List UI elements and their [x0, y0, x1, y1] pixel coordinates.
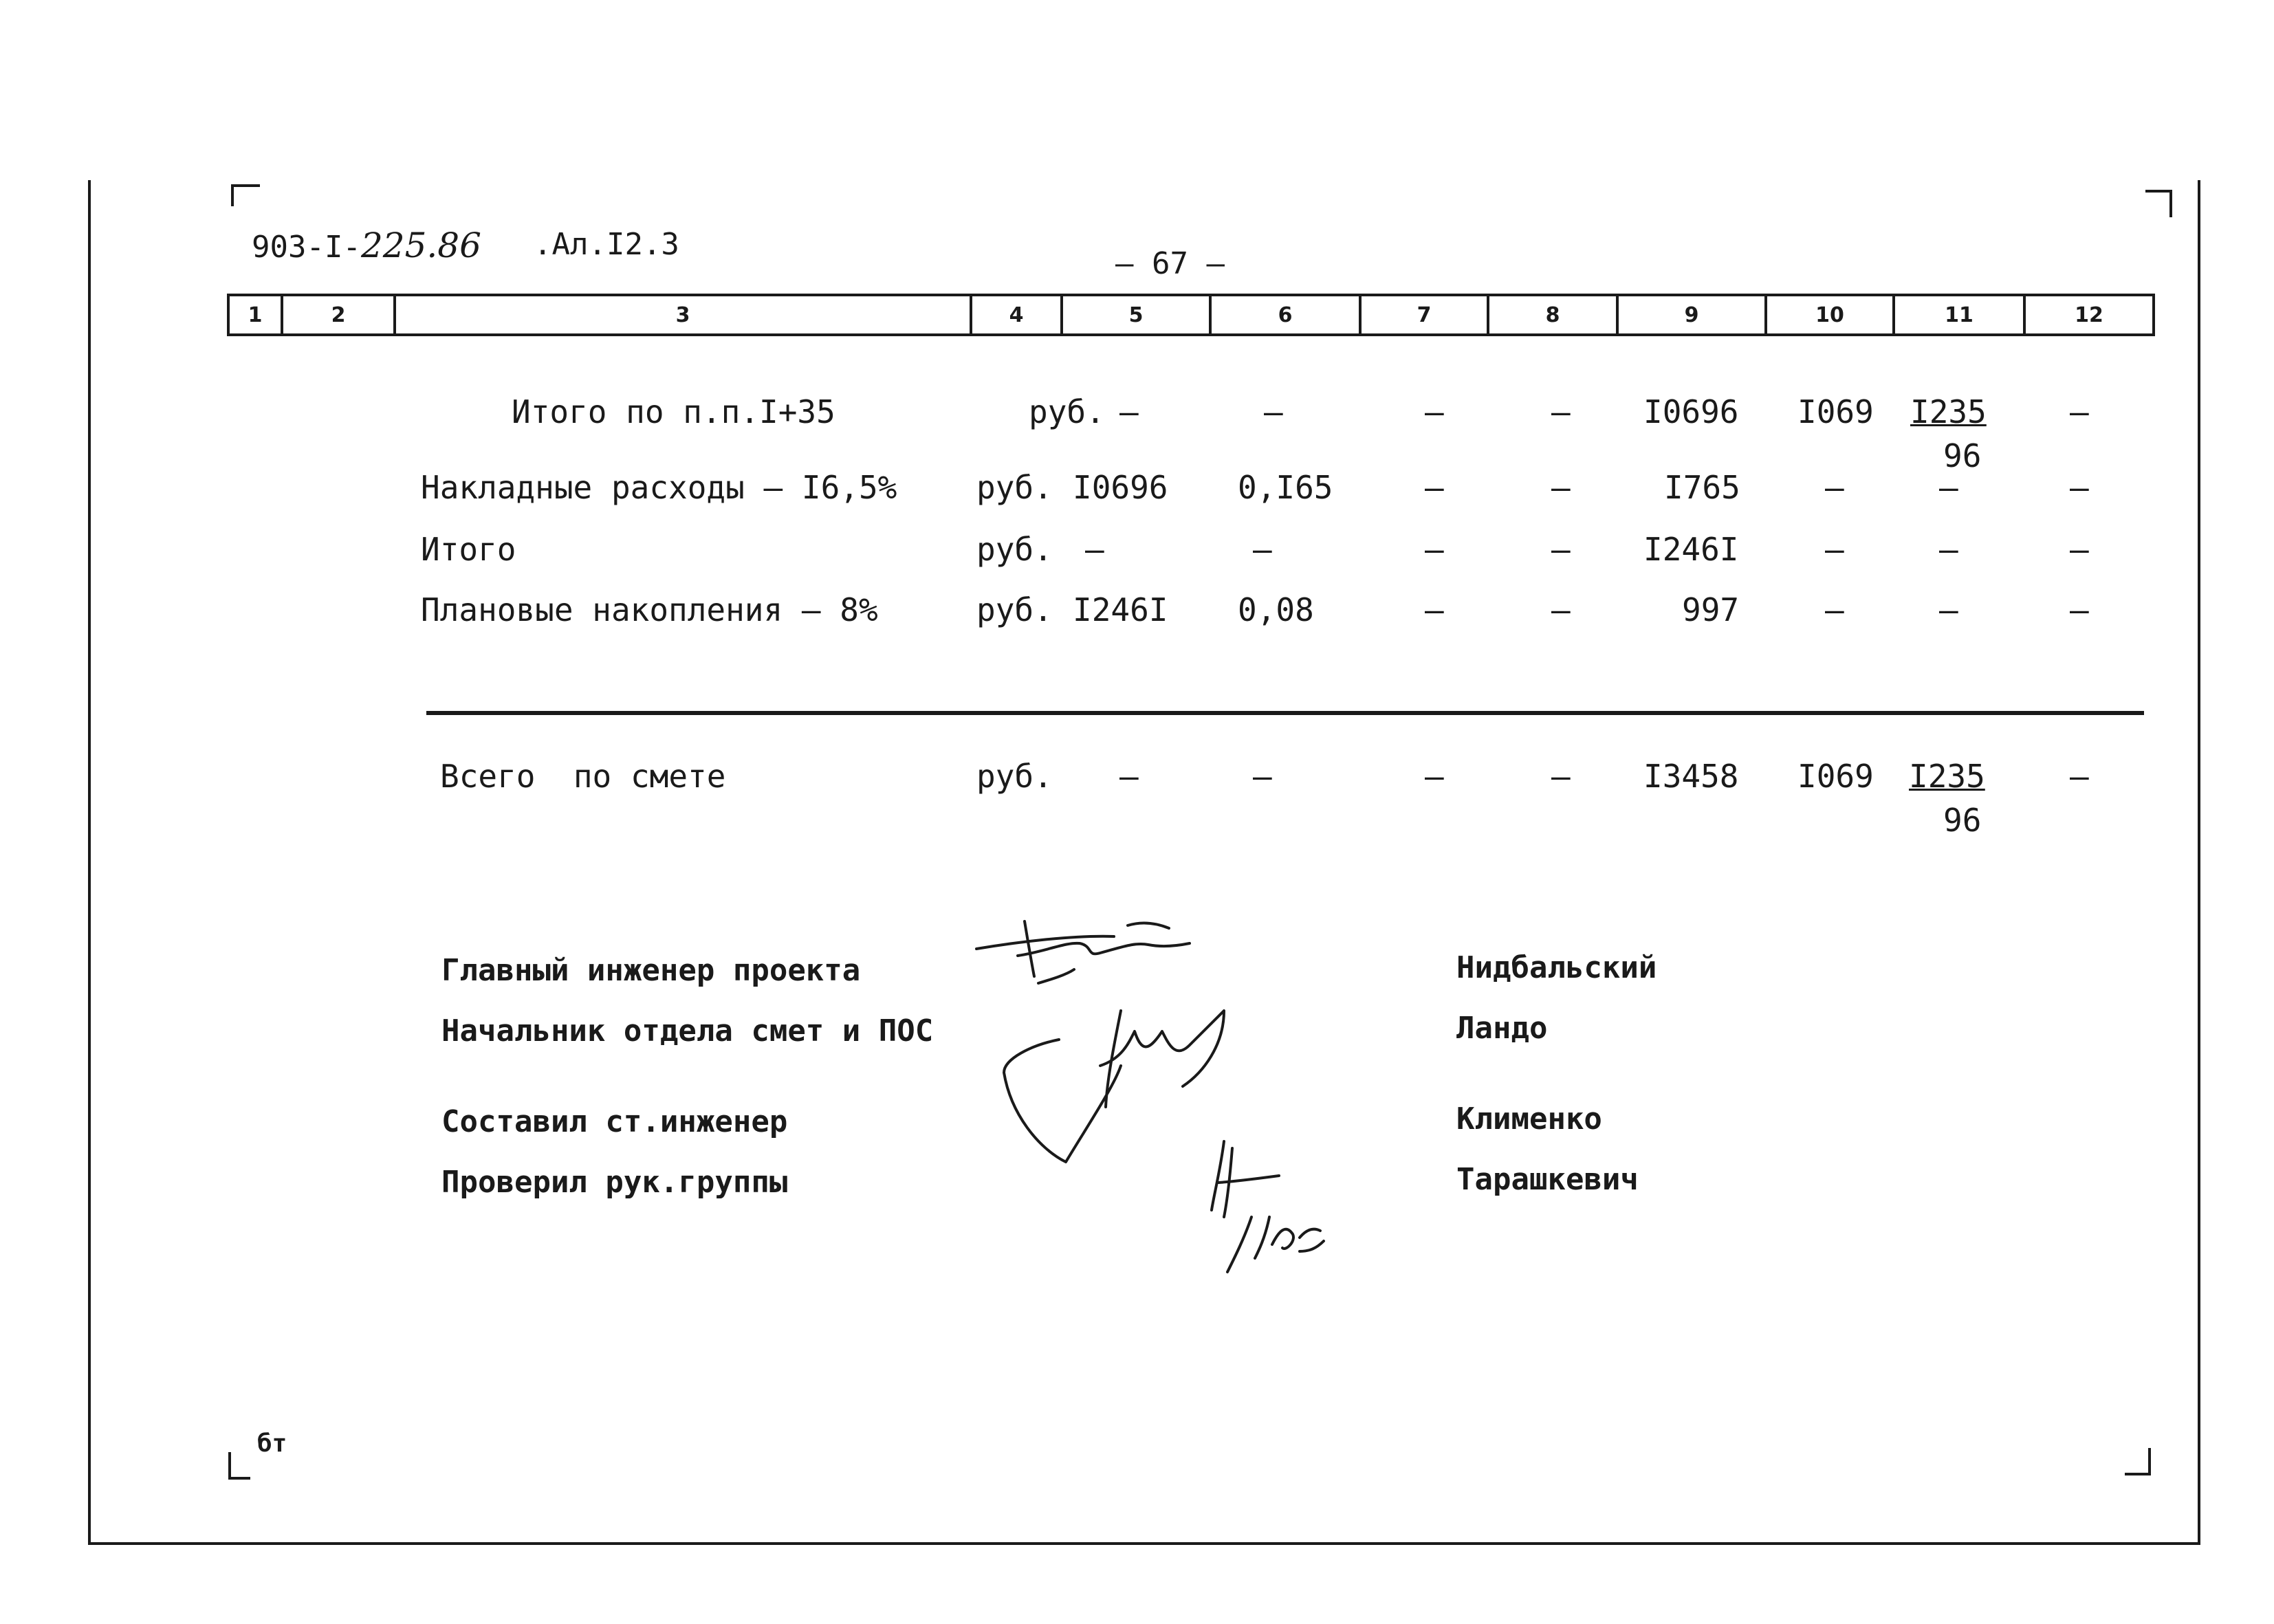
- signature-role: Проверил рук.группы: [441, 1165, 788, 1200]
- col-header-3: 3: [396, 296, 972, 333]
- doc-code-typed: 903-I-: [252, 230, 361, 265]
- row-unit: руб.: [976, 591, 1053, 628]
- doc-code: [252, 228, 481, 263]
- total-divider: [426, 711, 2144, 715]
- corner-mark-bl-v: [228, 1452, 231, 1480]
- cell-col10: –: [1825, 469, 1844, 506]
- cell-col12: –: [2070, 591, 2089, 628]
- cell-col10: –: [1825, 591, 1844, 628]
- cell-col5: I246I: [1073, 591, 1168, 628]
- cell-col12: –: [2070, 393, 2089, 430]
- row-name: Плановые накопления – 8%: [421, 591, 878, 628]
- cell-col11: –: [1939, 531, 1958, 568]
- cell-col6: 0,I65: [1238, 469, 1333, 506]
- cell-col5: –: [1119, 393, 1139, 430]
- col-header-11: 11: [1895, 296, 2026, 333]
- corner-mark-br-h: [2125, 1473, 2151, 1475]
- col-header-1: 1: [230, 296, 283, 333]
- signature-person: Ландо: [1456, 1011, 1548, 1046]
- total-unit: руб.: [976, 758, 1053, 795]
- cell-col6: –: [1264, 393, 1283, 430]
- signature-3: [1212, 1141, 1279, 1217]
- cell-col12: –: [2070, 531, 2089, 568]
- handwritten-signatures: [963, 894, 1410, 1279]
- corner-mark-bl-h: [228, 1477, 250, 1480]
- signature-role: Начальник отдела смет и ПОС: [441, 1013, 934, 1049]
- cell-col7: –: [1425, 393, 1444, 430]
- total-col8: –: [1551, 758, 1571, 795]
- frame-left: [88, 180, 91, 1545]
- signature-2: [1004, 1011, 1224, 1162]
- total-name: Всего по смете: [440, 758, 726, 795]
- cell-col7: –: [1425, 531, 1444, 568]
- cell-col11: I235: [1910, 393, 1987, 430]
- cell-col10: I069: [1797, 393, 1874, 430]
- col-header-4: 4: [972, 296, 1063, 333]
- cell-col5: –: [1085, 531, 1104, 568]
- row-name: Накладные расходы – I6,5%: [421, 469, 897, 506]
- cell-col5: I0696: [1073, 469, 1168, 506]
- corner-mark-tr-h: [2145, 190, 2172, 193]
- corner-mark-tl-h: [231, 184, 260, 187]
- cell-col9: I246I: [1643, 531, 1739, 568]
- cell-col8: –: [1551, 531, 1571, 568]
- cell-col7: –: [1425, 591, 1444, 628]
- total-col11-sub: 96: [1943, 802, 1982, 839]
- signature-role: Главный инженер проекта: [441, 953, 861, 988]
- col-header-7: 7: [1362, 296, 1489, 333]
- cell-col9: I0696: [1643, 393, 1739, 430]
- row-name: Итого по п.п.I+35: [512, 393, 835, 430]
- frame-bottom: [88, 1542, 2200, 1545]
- total-col11: I235: [1909, 758, 1985, 795]
- total-col7: –: [1425, 758, 1444, 795]
- signature-1: [976, 921, 1190, 983]
- col-header-9: 9: [1619, 296, 1767, 333]
- row-name: Итого: [421, 531, 516, 568]
- signature-person: Нидбальский: [1456, 950, 1657, 985]
- col-header-2: 2: [283, 296, 396, 333]
- col-header-5: 5: [1063, 296, 1212, 333]
- signature-person: Тарашкевич: [1456, 1162, 1639, 1197]
- total-col9: I3458: [1643, 758, 1739, 795]
- row-unit: руб.: [976, 469, 1053, 506]
- total-col12: –: [2070, 758, 2089, 795]
- cell-col8: –: [1551, 393, 1571, 430]
- cell-col11: –: [1939, 591, 1958, 628]
- corner-mark-tr-v: [2169, 190, 2172, 217]
- frame-right: [2198, 180, 2200, 1545]
- cell-col6: 0,08: [1238, 591, 1314, 628]
- total-col5: –: [1119, 758, 1139, 795]
- col-header-6: 6: [1212, 296, 1362, 333]
- cell-col10: –: [1825, 531, 1844, 568]
- corner-mark-tl-v: [231, 184, 234, 206]
- cell-col8: –: [1551, 469, 1571, 506]
- corner-mark-br-v: [2148, 1448, 2151, 1475]
- total-col6: –: [1253, 758, 1272, 795]
- col-header-8: 8: [1489, 296, 1619, 333]
- signature-role: Составил ст.инженер: [441, 1104, 788, 1139]
- corner-mark-text: бт: [257, 1429, 287, 1458]
- cell-col9: 997: [1682, 591, 1740, 628]
- col-header-10: 10: [1767, 296, 1895, 333]
- cell-col7: –: [1425, 469, 1444, 506]
- cell-col6: –: [1253, 531, 1272, 568]
- signature-person: Клименко: [1456, 1101, 1602, 1137]
- page-number: — 67 —: [1115, 246, 1225, 281]
- cell-col11: –: [1939, 469, 1958, 506]
- total-col10: I069: [1797, 758, 1874, 795]
- cell-col11-sub: 96: [1943, 437, 1982, 474]
- cell-col12: –: [2070, 469, 2089, 506]
- cell-col8: –: [1551, 591, 1571, 628]
- row-unit: руб.: [1029, 393, 1105, 430]
- doc-code-handwritten: 225.86: [360, 226, 481, 265]
- cell-col9: I765: [1664, 469, 1740, 506]
- row-unit: руб.: [976, 531, 1053, 568]
- signature-4: [1227, 1217, 1324, 1272]
- col-header-12: 12: [2075, 303, 2103, 327]
- album-ref: .Ал.I2.3: [534, 227, 679, 262]
